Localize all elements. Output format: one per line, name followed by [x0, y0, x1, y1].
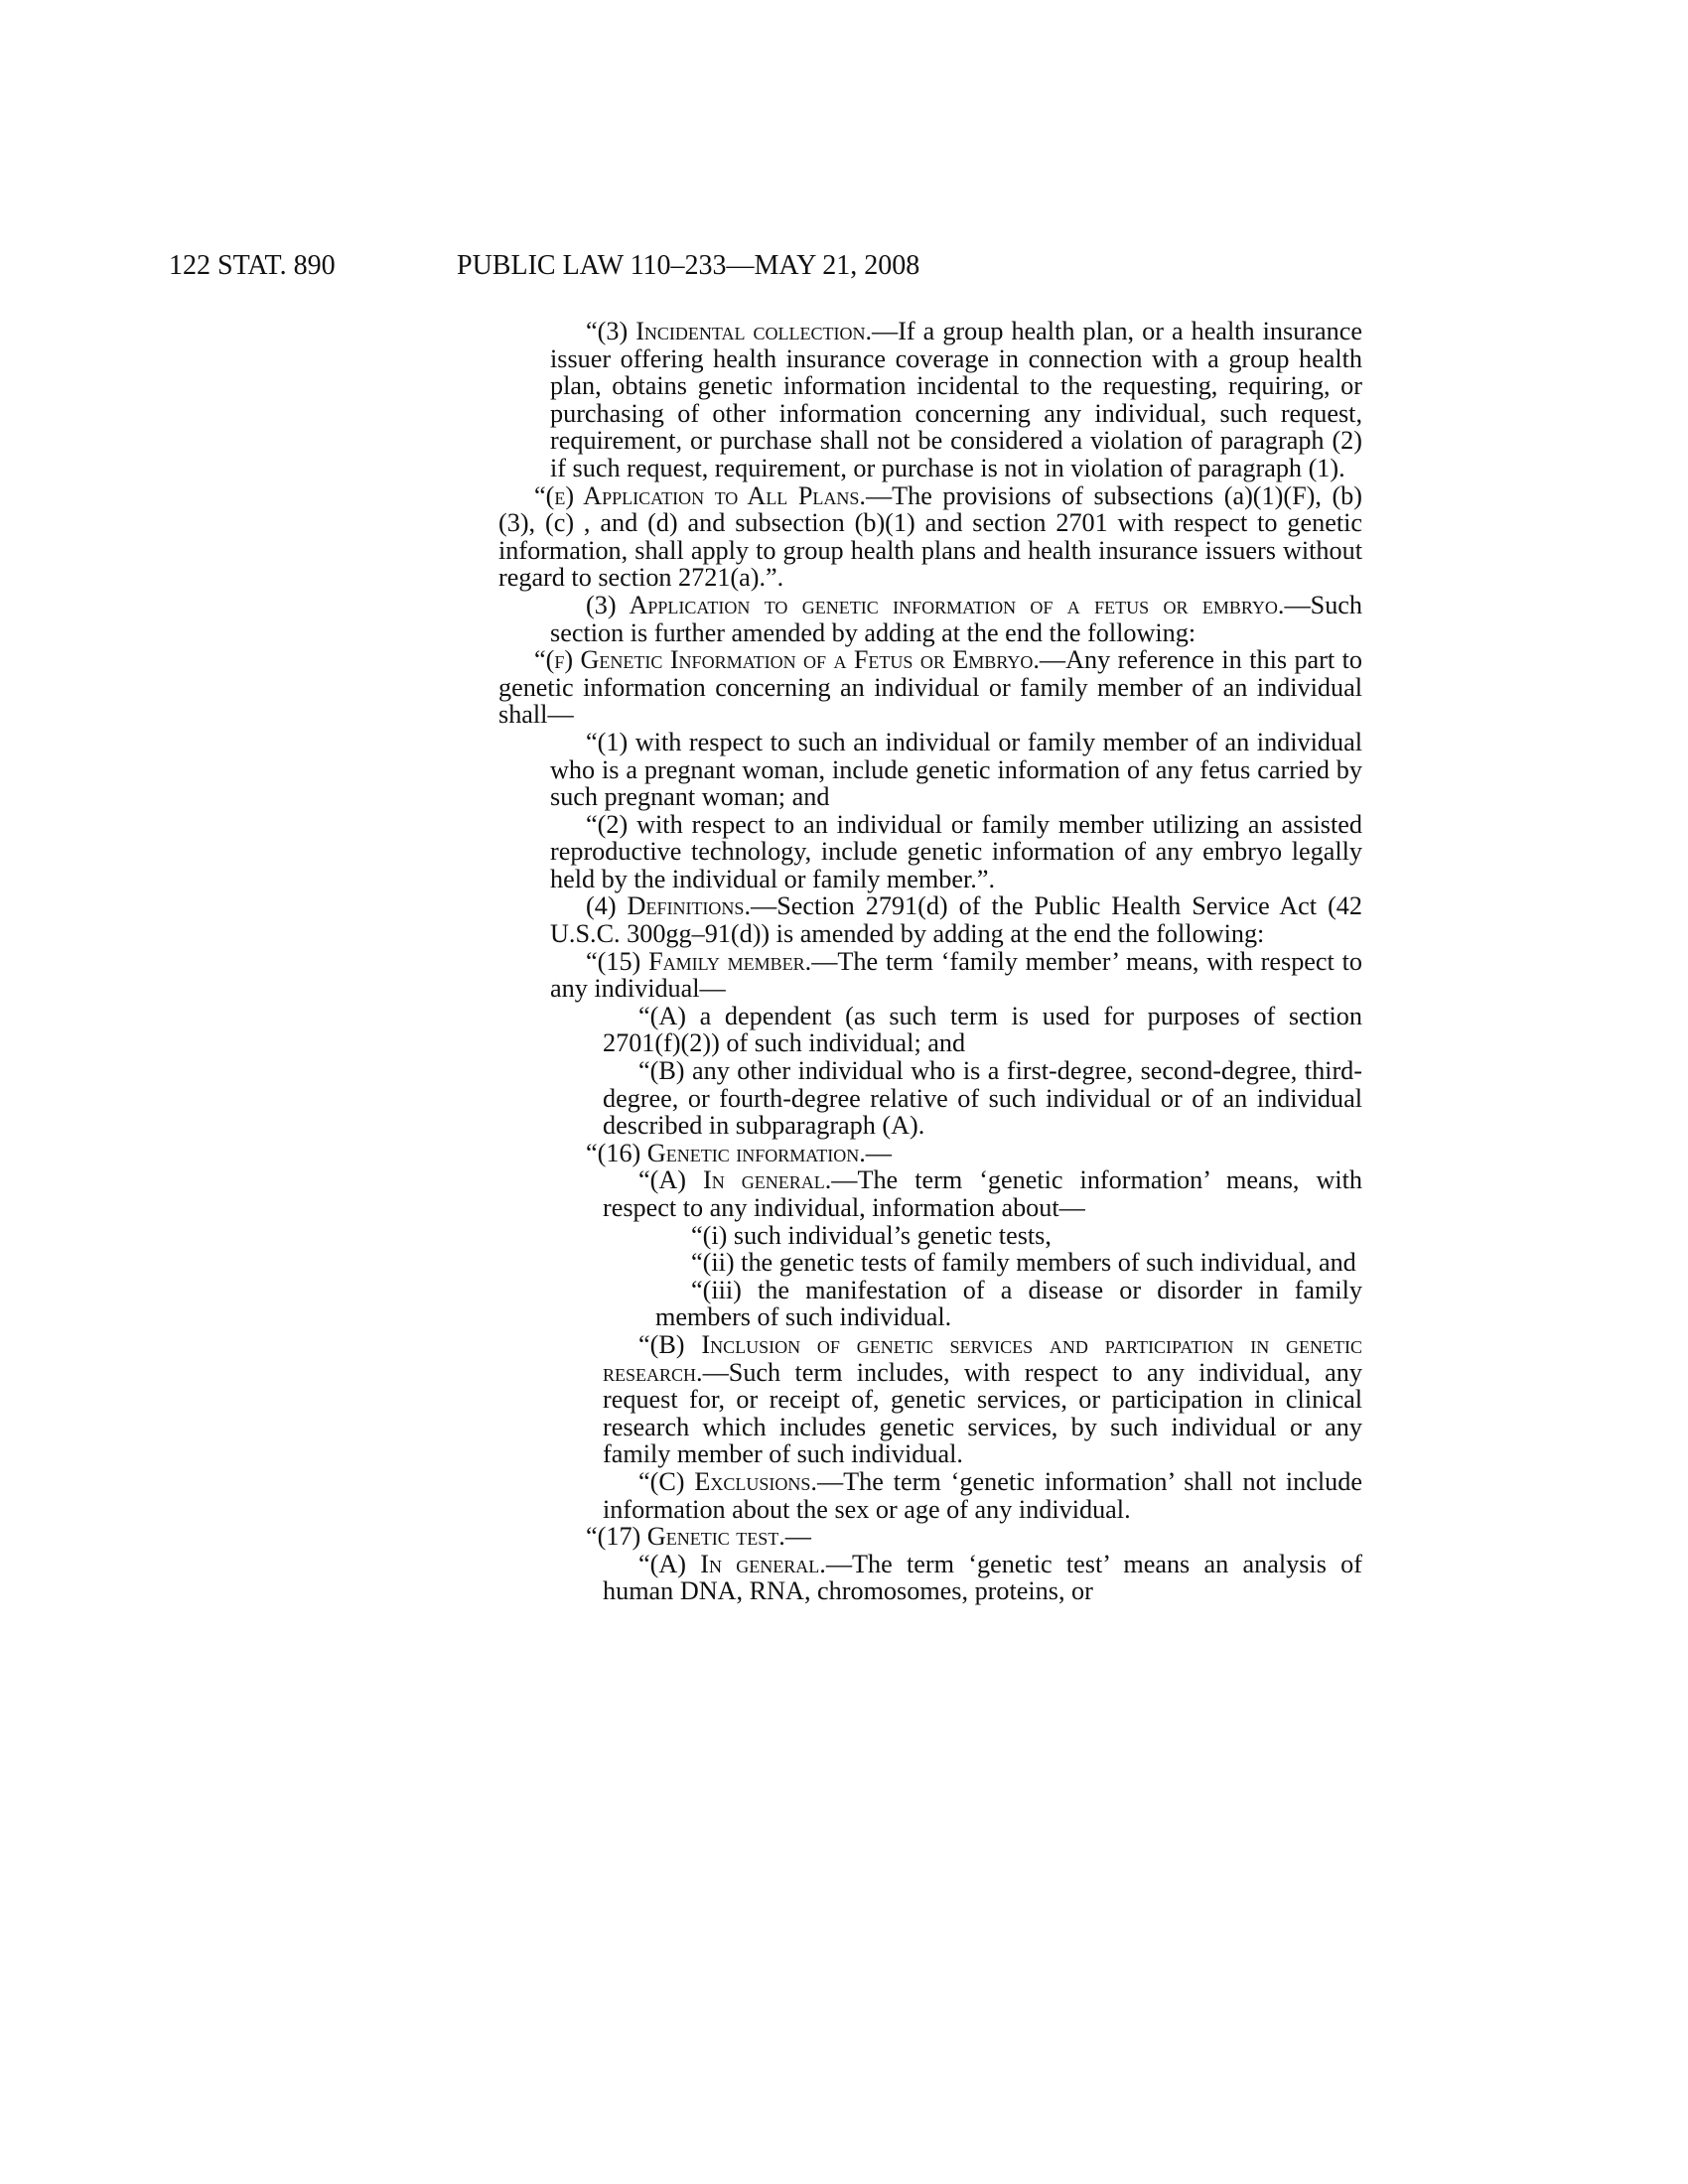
paragraph-text: “(A) a dependent (as such term is used for purposes of section 2701(f)(2)) of such individual; and — [603, 1001, 1362, 1058]
paragraph-text: “(B) any other individual who is a first-degree, second-degree, third-degree, or fourth-degree relative of such individual or of an individual described in subparagraph (A). — [603, 1056, 1362, 1141]
paragraph-genetic-info-general — [498, 1166, 1362, 1221]
paragraph-text: —The term ‘family member’ means, with respect to any individual— — [550, 946, 1362, 1004]
paragraph-text: — — [784, 1522, 811, 1552]
paragraph-text: “(2) with respect to an individual or family member utilizing an assisted reproductive technology, include genetic information of any embryo legally held by the individual or family member.”. — [550, 809, 1362, 893]
paragraph-genetic-info-fetus-embryo — [498, 646, 1362, 729]
paragraph-dependent — [498, 1003, 1362, 1057]
paragraph-fetus-embryo-amendment — [498, 592, 1362, 646]
public-law-citation: PUBLIC LAW 110–233—MAY 21, 2008 — [457, 250, 920, 281]
paragraph-text: “(iii) the manifestation of a disease or disorder in family members of such individual. — [655, 1275, 1362, 1332]
paragraph-text: “(1) with respect to such an individual or family member of an individual who is a pregnant woman, include genetic information of any fetus carried by such pregnant woman; and — [550, 727, 1362, 812]
paragraph-genetic-test-general — [498, 1551, 1362, 1605]
statute-page-number: 122 STAT. 890 — [169, 250, 336, 281]
page-header — [169, 250, 1211, 290]
paragraph-heading: (3) Application to genetic information of a fetus or embryo. — [586, 590, 1285, 619]
paragraph-text: —If a group health plan, or a health insurance issuer offering health insurance coverage in connection with a group health plan, obtains genetic information incidental to the requesting, requiring, or purchasing of other information concerning any individual, such request, requirement, or purchase shall not be considered a violation of paragraph (2) if such request, requirement, or purchase is not in violation of paragraph (1). — [550, 317, 1362, 482]
paragraph-exclusions — [498, 1468, 1362, 1523]
paragraph-text: —The term ‘genetic test’ means an analysis of human DNA, RNA, chromosomes, proteins, or — [603, 1549, 1362, 1606]
paragraph-pregnant-woman — [498, 729, 1362, 811]
paragraph-item-ii — [498, 1249, 1362, 1277]
paragraph-genetic-test — [498, 1523, 1362, 1551]
paragraph-text: — — [865, 1138, 892, 1167]
paragraph-text: —The provisions of subsections (a)(1)(F), (b)(3), (c) , and (d) and subsection (b)(1) and section 2701 with respect to genetic information, shall apply to group health plans and health insurance issuers without regard to section 2721(a).”. — [498, 480, 1362, 593]
paragraph-text: “(i) such individual’s genetic tests, — [691, 1220, 1052, 1250]
paragraph-item-i — [498, 1222, 1362, 1250]
paragraph-definitions — [498, 892, 1362, 947]
paragraph-inclusion-genetic-services — [498, 1331, 1362, 1468]
paragraph-heading: “(C) Exclusions. — [638, 1466, 817, 1496]
paragraph-text: —Such section is further amended by adding at the end the following: — [550, 590, 1362, 647]
paragraph-text: —Section 2791(d) of the Public Health Service Act (42 U.S.C. 300gg–91(d)) is amended by adding at the end the following: — [550, 891, 1362, 949]
paragraph-heading: “(17) Genetic test. — [586, 1522, 785, 1552]
paragraph-heading: (4) Definitions. — [586, 891, 751, 921]
paragraph-heading: “(15) Family member. — [586, 946, 812, 976]
paragraph-application-to-all-plans — [498, 482, 1362, 592]
document-body — [498, 318, 1362, 1605]
paragraph-heading: “(e) Application to All Plans. — [534, 480, 866, 510]
paragraph-heading: “(16) Genetic information. — [586, 1138, 866, 1167]
paragraph-text: —The term ‘genetic information’ means, with respect to any individual, information about— — [603, 1165, 1363, 1222]
paragraph-family-member — [498, 948, 1362, 1003]
paragraph-genetic-information — [498, 1140, 1362, 1167]
paragraph-text: “(ii) the genetic tests of family members of such individual, and — [691, 1248, 1356, 1278]
paragraph-heading: “(3) Incidental collection. — [586, 317, 873, 345]
paragraph-text: —Such term includes, with respect to any individual, any request for, or receipt of, genetic services, or participation in clinical research which includes genetic services, by such individual or any family member of such individual. — [603, 1357, 1362, 1469]
paragraph-assisted-reproduction — [498, 811, 1362, 893]
paragraph-heading: “(A) In general. — [638, 1165, 832, 1195]
paragraph-item-iii — [498, 1277, 1362, 1331]
paragraph-heading: “(B) Inclusion of genetic services and participation in genetic research. — [603, 1329, 1362, 1387]
paragraph-text: —Any reference in this part to genetic information concerning an individual or family member of an individual shall— — [498, 645, 1362, 730]
paragraph-heading: “(A) In general. — [638, 1549, 826, 1578]
paragraph-text: —The term ‘genetic information’ shall not include information about the sex or age of any individual. — [603, 1466, 1362, 1524]
paragraph-incidental-collection — [498, 318, 1362, 482]
paragraph-heading: “(f) Genetic Information of a Fetus or Embryo. — [534, 645, 1040, 675]
paragraph-relative — [498, 1057, 1362, 1140]
